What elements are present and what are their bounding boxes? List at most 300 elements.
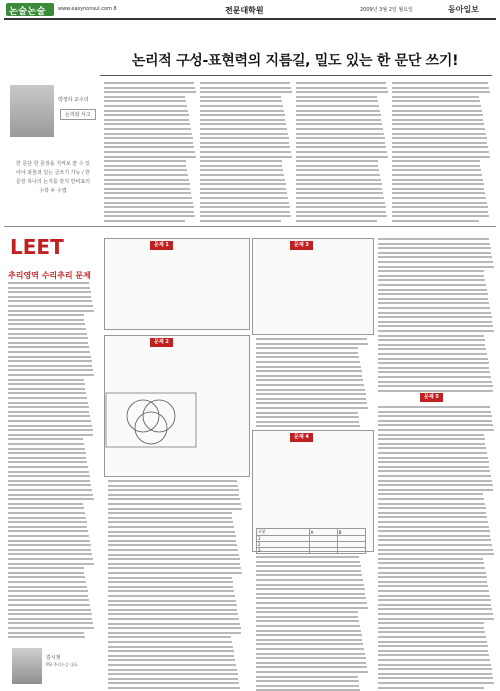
text-line — [104, 160, 186, 162]
text-line — [378, 266, 494, 268]
text-line — [108, 623, 240, 625]
text-line — [8, 618, 92, 620]
text-line — [378, 302, 489, 304]
text-line — [8, 310, 94, 312]
section-title: 전문대학원 — [225, 6, 264, 15]
text-line — [378, 668, 492, 670]
text-line — [378, 475, 491, 477]
text-line — [378, 507, 486, 509]
text-line — [200, 91, 292, 93]
text-line — [392, 123, 484, 125]
text-line — [108, 641, 232, 643]
text-line — [378, 381, 492, 383]
text-line — [378, 659, 490, 661]
text-line — [8, 300, 92, 302]
text-line — [296, 211, 386, 213]
text-line — [256, 393, 366, 395]
text-line — [378, 447, 486, 449]
text-line — [108, 609, 237, 611]
text-line — [8, 328, 86, 330]
text-line — [8, 540, 90, 542]
text-line — [296, 142, 385, 144]
table-cell: B — [337, 529, 365, 536]
text-line — [378, 270, 484, 272]
text-line — [8, 457, 86, 459]
text-line — [8, 507, 84, 509]
text-line — [256, 607, 368, 609]
text-line — [378, 489, 493, 491]
text-line — [256, 680, 359, 682]
text-line — [8, 632, 84, 634]
text-line — [296, 156, 388, 158]
text-line — [104, 220, 185, 222]
text-line — [378, 362, 489, 364]
text-line — [104, 188, 190, 190]
site-url: www.easynonsul.com 8 — [58, 6, 117, 12]
text-line — [256, 565, 361, 567]
text-line — [8, 415, 90, 417]
text-line — [392, 105, 481, 107]
text-line — [8, 397, 87, 399]
text-line — [378, 572, 486, 574]
author-photo — [10, 85, 54, 137]
text-line — [378, 247, 491, 249]
text-line — [8, 365, 92, 367]
text-line — [108, 494, 239, 496]
table-cell: 3 — [257, 548, 310, 554]
text-line — [8, 287, 90, 289]
text-line — [378, 631, 485, 633]
text-line — [378, 307, 490, 309]
text-line — [378, 654, 489, 656]
text-line — [296, 123, 382, 125]
text-line — [108, 508, 242, 510]
text-line — [378, 325, 493, 327]
text-line — [104, 197, 192, 199]
text-line — [8, 392, 86, 394]
text-line — [392, 82, 488, 84]
text-line — [256, 556, 359, 558]
text-line — [8, 314, 84, 316]
author2-photo — [12, 648, 42, 684]
text-line — [108, 682, 239, 684]
text-line — [200, 105, 283, 107]
text-line — [296, 128, 383, 130]
text-line — [8, 443, 84, 445]
text-line — [378, 415, 492, 417]
text-line — [200, 142, 289, 144]
text-line — [392, 119, 483, 121]
text-line — [256, 685, 359, 687]
text-line — [256, 676, 358, 678]
text-line — [104, 146, 194, 148]
text-line — [392, 183, 484, 185]
text-line — [108, 540, 236, 542]
text-line — [378, 645, 488, 647]
text-line — [378, 622, 484, 624]
text-line — [108, 673, 238, 675]
text-line — [108, 659, 235, 661]
text-line — [296, 110, 380, 112]
text-line — [200, 100, 282, 102]
text-line — [8, 553, 92, 555]
text-line — [256, 671, 368, 673]
text-line — [200, 206, 290, 208]
text-line — [378, 438, 485, 440]
text-line — [104, 156, 196, 158]
text-line — [378, 498, 484, 500]
text-line — [392, 197, 486, 199]
text-line — [378, 585, 488, 587]
text-line — [256, 384, 364, 386]
text-line — [296, 169, 379, 171]
paper-name: 동아일보 — [448, 5, 479, 14]
problem-label-4: 문제 4 — [290, 433, 313, 442]
text-line — [108, 554, 239, 556]
text-line — [392, 96, 479, 98]
text-line — [8, 636, 85, 638]
text-line — [378, 344, 485, 346]
text-line — [378, 687, 484, 689]
text-line — [378, 627, 484, 629]
text-line — [200, 114, 285, 116]
text-line — [8, 581, 86, 583]
text-line — [104, 215, 195, 217]
text-line — [104, 202, 193, 204]
text-line — [256, 588, 365, 590]
text-line — [104, 179, 189, 181]
text-line — [200, 123, 286, 125]
text-line — [378, 434, 484, 436]
text-line — [256, 356, 359, 358]
text-line — [8, 480, 90, 482]
text-line — [104, 206, 194, 208]
text-line — [378, 457, 488, 459]
text-line — [256, 634, 362, 636]
text-line — [256, 561, 360, 563]
text-line — [200, 160, 282, 162]
leet-title: 추리영역 수리추리 문제 — [8, 271, 91, 280]
text-line — [296, 91, 388, 93]
text-line — [108, 512, 232, 514]
text-line — [392, 220, 479, 222]
text-line — [378, 530, 490, 532]
text-line — [296, 220, 377, 222]
text-line — [256, 639, 362, 641]
text-line — [8, 323, 85, 325]
problem-box-1 — [104, 238, 250, 330]
text-line — [104, 105, 187, 107]
text-line — [108, 678, 238, 680]
text-line — [296, 137, 385, 139]
text-line — [256, 389, 365, 391]
text-line — [104, 142, 193, 144]
text-line — [104, 192, 191, 194]
text-line — [378, 261, 493, 263]
text-line — [104, 174, 188, 176]
text-line — [108, 489, 239, 491]
text-line — [108, 627, 241, 629]
text-line — [104, 137, 193, 139]
text-line — [8, 503, 83, 505]
text-line — [8, 360, 92, 362]
text-line — [378, 385, 493, 387]
text-line — [8, 586, 87, 588]
text-line — [8, 595, 88, 597]
text-line — [200, 82, 290, 84]
text-line — [200, 220, 281, 222]
text-line — [392, 179, 483, 181]
text-line — [392, 202, 487, 204]
text-line — [378, 275, 484, 277]
text-line — [8, 282, 89, 284]
text-line — [378, 243, 490, 245]
text-line — [8, 429, 93, 431]
text-line — [378, 608, 492, 610]
text-line — [8, 471, 89, 473]
text-line — [378, 284, 486, 286]
text-line — [256, 611, 358, 613]
text-line — [378, 443, 485, 445]
text-line — [8, 438, 83, 440]
text-line — [378, 353, 487, 355]
text-line — [108, 558, 240, 560]
text-line — [8, 627, 94, 629]
text-line — [104, 165, 186, 167]
text-line — [256, 425, 360, 427]
text-line — [108, 544, 237, 546]
headline: 논리적 구성-표현력의 지름길, 밀도 있는 한 문단 쓰기! — [131, 53, 459, 69]
text-line — [296, 87, 387, 89]
text-line — [256, 416, 359, 418]
text-line — [8, 590, 88, 592]
text-line — [378, 581, 487, 583]
text-line — [378, 298, 488, 300]
text-line — [200, 165, 282, 167]
text-line — [256, 597, 366, 599]
text-line — [8, 567, 84, 569]
text-line — [378, 452, 487, 454]
text-line — [378, 252, 491, 254]
text-line — [8, 622, 93, 624]
text-line — [108, 595, 235, 597]
text-line — [8, 383, 85, 385]
text-line — [8, 466, 88, 468]
text-line — [104, 123, 190, 125]
text-line — [8, 512, 85, 514]
text-line — [378, 576, 487, 578]
text-line — [8, 604, 90, 606]
text-line — [378, 618, 494, 620]
text-line — [378, 604, 491, 606]
text-line — [8, 572, 84, 574]
text-line — [378, 516, 487, 518]
text-line — [256, 366, 361, 368]
text-line — [392, 169, 481, 171]
table-cell: A — [309, 529, 337, 536]
text-line — [256, 412, 358, 414]
section-rule — [4, 226, 496, 227]
text-line — [296, 197, 384, 199]
table-cell: 1 — [257, 536, 310, 542]
text-line — [104, 151, 195, 153]
text-line — [8, 599, 89, 601]
text-line — [108, 590, 234, 592]
text-line — [104, 100, 186, 102]
text-line — [200, 137, 289, 139]
text-line — [8, 351, 90, 353]
text-line — [108, 600, 236, 602]
text-line — [200, 197, 288, 199]
text-line — [392, 133, 486, 135]
text-line — [392, 151, 489, 153]
text-line — [378, 256, 492, 258]
text-line — [108, 485, 238, 487]
text-line — [8, 411, 89, 413]
text-line — [104, 91, 196, 93]
logo-text: 논술논술 — [9, 7, 46, 17]
text-line — [378, 636, 486, 638]
text-line — [8, 549, 91, 551]
text-line — [8, 388, 85, 390]
text-line — [256, 402, 367, 404]
text-line — [8, 475, 90, 477]
header-rule — [4, 18, 496, 20]
text-line — [296, 165, 378, 167]
text-line — [200, 215, 291, 217]
text-line — [296, 183, 382, 185]
text-line — [378, 682, 494, 684]
text-line — [104, 82, 194, 84]
text-line — [104, 211, 194, 213]
text-line — [378, 470, 490, 472]
text-line — [200, 169, 283, 171]
text-line — [392, 128, 485, 130]
text-line — [200, 211, 290, 213]
text-line — [296, 215, 387, 217]
text-line — [378, 406, 490, 408]
text-line — [296, 82, 386, 84]
text-line — [108, 531, 235, 533]
text-line — [8, 434, 93, 436]
text-line — [200, 151, 291, 153]
text-line — [8, 402, 88, 404]
text-line — [378, 650, 488, 652]
text-line — [104, 96, 185, 98]
author2-role: PSI 추리논증 대표 — [46, 662, 78, 667]
text-line — [392, 206, 488, 208]
text-line — [108, 636, 231, 638]
text-line — [200, 146, 290, 148]
text-line — [296, 96, 377, 98]
text-line — [378, 316, 492, 318]
text-line — [108, 549, 238, 551]
text-line — [8, 346, 89, 348]
text-line — [8, 374, 94, 376]
text-line — [8, 609, 91, 611]
text-line — [378, 549, 493, 551]
text-line — [256, 570, 361, 572]
text-line — [392, 142, 487, 144]
text-line — [392, 114, 483, 116]
text-line — [8, 337, 88, 339]
text-line — [378, 503, 485, 505]
text-line — [200, 188, 286, 190]
text-line — [378, 420, 492, 422]
text-line — [200, 87, 291, 89]
data-table — [256, 528, 366, 554]
text-line — [8, 369, 93, 371]
text-line — [378, 641, 487, 643]
text-line — [256, 338, 367, 340]
text-line — [108, 613, 238, 615]
text-line — [8, 530, 88, 532]
text-line — [378, 411, 491, 413]
text-line — [108, 521, 233, 523]
text-line — [108, 655, 234, 657]
text-line — [256, 616, 358, 618]
text-line — [378, 673, 492, 675]
text-line — [8, 379, 84, 381]
text-line — [8, 544, 91, 546]
text-line — [378, 466, 489, 468]
text-line — [8, 448, 85, 450]
text-line — [256, 630, 361, 632]
text-line — [8, 484, 91, 486]
text-line — [392, 165, 480, 167]
problem-label-2: 문제 2 — [150, 338, 173, 347]
text-line — [378, 279, 485, 281]
text-line — [200, 156, 292, 158]
table-cell — [309, 548, 337, 554]
text-line — [378, 480, 492, 482]
text-line — [256, 657, 366, 659]
text-line — [296, 100, 378, 102]
text-line — [296, 202, 385, 204]
venn-diagram — [105, 392, 197, 448]
text-line — [392, 137, 487, 139]
text-line — [378, 677, 493, 679]
table-cell — [337, 548, 365, 554]
text-line — [108, 632, 241, 634]
text-line — [200, 128, 287, 130]
text-line — [296, 151, 387, 153]
text-line — [256, 574, 362, 576]
text-line — [392, 192, 485, 194]
text-line — [108, 517, 232, 519]
text-line — [108, 586, 233, 588]
text-line — [256, 666, 367, 668]
text-line — [8, 613, 92, 615]
author2-name: 김시정 — [46, 655, 61, 661]
text-line — [200, 192, 287, 194]
text-line — [378, 376, 491, 378]
text-line — [256, 407, 368, 409]
text-line — [378, 484, 493, 486]
text-line — [108, 669, 237, 671]
text-line — [378, 590, 489, 592]
issue-date: 2009년 3월 2일 월요일 — [360, 7, 413, 13]
text-line — [378, 335, 484, 337]
text-line — [392, 110, 482, 112]
text-line — [392, 211, 488, 213]
text-line — [8, 498, 94, 500]
text-line — [378, 367, 489, 369]
text-line — [378, 330, 494, 332]
text-line — [392, 100, 480, 102]
text-line — [378, 599, 491, 601]
text-line — [256, 352, 358, 354]
